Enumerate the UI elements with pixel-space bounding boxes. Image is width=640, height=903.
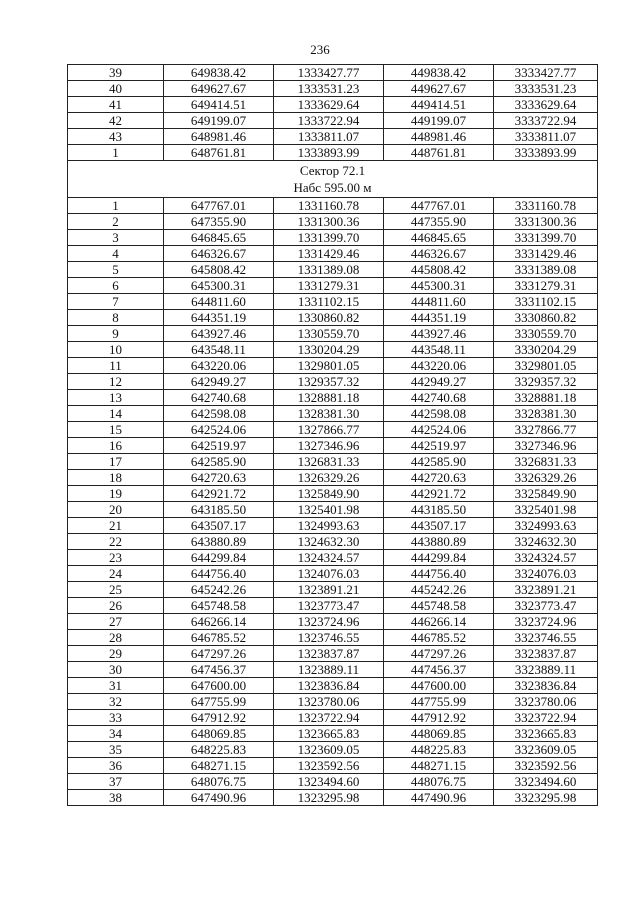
table-row	[68, 406, 598, 422]
x-local-cell: 445242.26	[384, 582, 494, 598]
y-coordinate-cell: 1329801.05	[274, 358, 384, 374]
table-row	[68, 550, 598, 566]
x-local-cell: 443548.11	[384, 342, 494, 358]
x-local-cell: 444351.19	[384, 310, 494, 326]
point-number-cell: 8	[68, 310, 164, 326]
x-local-cell: 448271.15	[384, 758, 494, 774]
y-coordinate-cell: 1324993.63	[274, 518, 384, 534]
y-coordinate-cell: 1324632.30	[274, 534, 384, 550]
point-number-cell: 29	[68, 646, 164, 662]
point-number-cell: 37	[68, 774, 164, 790]
x-coordinate-cell: 647767.01	[164, 198, 274, 214]
table-row	[68, 758, 598, 774]
y-coordinate-cell: 1331160.78	[274, 198, 384, 214]
y-coordinate-cell: 1324324.57	[274, 550, 384, 566]
table-top-section	[68, 65, 598, 161]
sector-header-row	[68, 161, 598, 198]
y-local-cell: 3328381.30	[494, 406, 598, 422]
x-local-cell: 445300.31	[384, 278, 494, 294]
y-local-cell: 3333893.99	[494, 145, 598, 161]
table-row	[68, 790, 598, 806]
x-local-cell: 446785.52	[384, 630, 494, 646]
y-local-cell: 3330204.29	[494, 342, 598, 358]
y-local-cell: 3323889.11	[494, 662, 598, 678]
y-coordinate-cell: 1326831.33	[274, 454, 384, 470]
point-number-cell: 19	[68, 486, 164, 502]
x-coordinate-cell: 644811.60	[164, 294, 274, 310]
table-row	[68, 81, 598, 97]
x-coordinate-cell: 648076.75	[164, 774, 274, 790]
x-coordinate-cell: 646266.14	[164, 614, 274, 630]
y-local-cell: 3324993.63	[494, 518, 598, 534]
y-coordinate-cell: 1333722.94	[274, 113, 384, 129]
point-number-cell: 42	[68, 113, 164, 129]
y-local-cell: 3333629.64	[494, 97, 598, 113]
y-local-cell: 3325401.98	[494, 502, 598, 518]
table-row	[68, 598, 598, 614]
x-coordinate-cell: 647755.99	[164, 694, 274, 710]
y-coordinate-cell: 1330860.82	[274, 310, 384, 326]
y-coordinate-cell: 1328381.30	[274, 406, 384, 422]
point-number-cell: 22	[68, 534, 164, 550]
y-coordinate-cell: 1325849.90	[274, 486, 384, 502]
table-row	[68, 726, 598, 742]
point-number-cell: 21	[68, 518, 164, 534]
y-coordinate-cell: 1331279.31	[274, 278, 384, 294]
y-coordinate-cell: 1327866.77	[274, 422, 384, 438]
point-number-cell: 41	[68, 97, 164, 113]
y-coordinate-cell: 1323889.11	[274, 662, 384, 678]
y-coordinate-cell: 1323609.05	[274, 742, 384, 758]
y-local-cell: 3330860.82	[494, 310, 598, 326]
x-coordinate-cell: 642519.97	[164, 438, 274, 454]
table-row	[68, 129, 598, 145]
y-local-cell: 3323836.84	[494, 678, 598, 694]
x-local-cell: 448225.83	[384, 742, 494, 758]
x-coordinate-cell: 642720.63	[164, 470, 274, 486]
x-coordinate-cell: 644351.19	[164, 310, 274, 326]
x-coordinate-cell: 648761.81	[164, 145, 274, 161]
y-local-cell: 3328881.18	[494, 390, 598, 406]
y-local-cell: 3323837.87	[494, 646, 598, 662]
y-local-cell: 3327866.77	[494, 422, 598, 438]
y-local-cell: 3326329.26	[494, 470, 598, 486]
y-coordinate-cell: 1323780.06	[274, 694, 384, 710]
y-coordinate-cell: 1333893.99	[274, 145, 384, 161]
y-local-cell: 3324324.57	[494, 550, 598, 566]
point-number-cell: 24	[68, 566, 164, 582]
table-row	[68, 113, 598, 129]
point-number-cell: 27	[68, 614, 164, 630]
y-coordinate-cell: 1323773.47	[274, 598, 384, 614]
point-number-cell: 43	[68, 129, 164, 145]
table-row	[68, 422, 598, 438]
y-local-cell: 3325849.90	[494, 486, 598, 502]
point-number-cell: 20	[68, 502, 164, 518]
x-local-cell: 447600.00	[384, 678, 494, 694]
x-coordinate-cell: 645748.58	[164, 598, 274, 614]
point-number-cell: 28	[68, 630, 164, 646]
x-coordinate-cell: 646845.65	[164, 230, 274, 246]
table-row	[68, 630, 598, 646]
table-row	[68, 566, 598, 582]
y-local-cell: 3331429.46	[494, 246, 598, 262]
y-local-cell: 3331102.15	[494, 294, 598, 310]
x-local-cell: 442598.08	[384, 406, 494, 422]
x-coordinate-cell: 642921.72	[164, 486, 274, 502]
y-coordinate-cell: 1327346.96	[274, 438, 384, 454]
y-local-cell: 3329801.05	[494, 358, 598, 374]
point-number-cell: 6	[68, 278, 164, 294]
point-number-cell: 16	[68, 438, 164, 454]
table-row	[68, 486, 598, 502]
x-local-cell: 448761.81	[384, 145, 494, 161]
y-local-cell: 3324076.03	[494, 566, 598, 582]
y-coordinate-cell: 1323746.55	[274, 630, 384, 646]
table-row	[68, 502, 598, 518]
y-local-cell: 3323724.96	[494, 614, 598, 630]
sector-header-cell	[68, 161, 598, 198]
x-coordinate-cell: 646326.67	[164, 246, 274, 262]
y-coordinate-cell: 1328881.18	[274, 390, 384, 406]
table-row	[68, 262, 598, 278]
y-local-cell: 3326831.33	[494, 454, 598, 470]
y-coordinate-cell: 1331399.70	[274, 230, 384, 246]
point-number-cell: 33	[68, 710, 164, 726]
x-coordinate-cell: 645808.42	[164, 262, 274, 278]
x-local-cell: 442949.27	[384, 374, 494, 390]
x-coordinate-cell: 643185.50	[164, 502, 274, 518]
x-local-cell: 446326.67	[384, 246, 494, 262]
table-row	[68, 97, 598, 113]
y-coordinate-cell: 1331389.08	[274, 262, 384, 278]
x-coordinate-cell: 643220.06	[164, 358, 274, 374]
x-coordinate-cell: 649838.42	[164, 65, 274, 81]
y-coordinate-cell: 1323836.84	[274, 678, 384, 694]
x-local-cell: 442519.97	[384, 438, 494, 454]
x-coordinate-cell: 642598.08	[164, 406, 274, 422]
table-row	[68, 710, 598, 726]
x-coordinate-cell: 644299.84	[164, 550, 274, 566]
y-local-cell: 3323746.55	[494, 630, 598, 646]
point-number-cell: 38	[68, 790, 164, 806]
point-number-cell: 11	[68, 358, 164, 374]
table-row	[68, 246, 598, 262]
x-local-cell: 442921.72	[384, 486, 494, 502]
y-local-cell: 3333722.94	[494, 113, 598, 129]
x-coordinate-cell: 647355.90	[164, 214, 274, 230]
table-row	[68, 662, 598, 678]
table-row	[68, 278, 598, 294]
point-number-cell: 2	[68, 214, 164, 230]
x-local-cell: 448076.75	[384, 774, 494, 790]
table-row	[68, 534, 598, 550]
x-coordinate-cell: 642585.90	[164, 454, 274, 470]
x-coordinate-cell: 649199.07	[164, 113, 274, 129]
table-row	[68, 774, 598, 790]
x-local-cell: 443880.89	[384, 534, 494, 550]
y-local-cell: 3323592.56	[494, 758, 598, 774]
x-local-cell: 447755.99	[384, 694, 494, 710]
point-number-cell: 35	[68, 742, 164, 758]
x-local-cell: 444299.84	[384, 550, 494, 566]
y-coordinate-cell: 1323722.94	[274, 710, 384, 726]
y-coordinate-cell: 1333629.64	[274, 97, 384, 113]
y-coordinate-cell: 1333531.23	[274, 81, 384, 97]
y-local-cell: 3333427.77	[494, 65, 598, 81]
x-coordinate-cell: 643507.17	[164, 518, 274, 534]
x-local-cell: 444756.40	[384, 566, 494, 582]
y-local-cell: 3333531.23	[494, 81, 598, 97]
y-local-cell: 3323722.94	[494, 710, 598, 726]
table-row	[68, 198, 598, 214]
point-number-cell: 25	[68, 582, 164, 598]
y-local-cell: 3323665.83	[494, 726, 598, 742]
point-number-cell: 30	[68, 662, 164, 678]
sector-header-section	[68, 161, 598, 198]
point-number-cell: 4	[68, 246, 164, 262]
y-local-cell: 3323494.60	[494, 774, 598, 790]
point-number-cell: 31	[68, 678, 164, 694]
point-number-cell: 1	[68, 198, 164, 214]
table-row	[68, 390, 598, 406]
point-number-cell: 5	[68, 262, 164, 278]
x-coordinate-cell: 642949.27	[164, 374, 274, 390]
table-bottom-section	[68, 198, 598, 806]
x-local-cell: 447297.26	[384, 646, 494, 662]
point-number-cell: 18	[68, 470, 164, 486]
x-local-cell: 442585.90	[384, 454, 494, 470]
table-row	[68, 310, 598, 326]
point-number-cell: 32	[68, 694, 164, 710]
y-local-cell: 3327346.96	[494, 438, 598, 454]
x-local-cell: 446266.14	[384, 614, 494, 630]
table-row	[68, 694, 598, 710]
table-row	[68, 326, 598, 342]
table-row	[68, 614, 598, 630]
x-local-cell: 445748.58	[384, 598, 494, 614]
y-local-cell: 3331300.36	[494, 214, 598, 230]
table-row	[68, 582, 598, 598]
x-coordinate-cell: 648225.83	[164, 742, 274, 758]
point-number-cell: 34	[68, 726, 164, 742]
x-local-cell: 448069.85	[384, 726, 494, 742]
y-coordinate-cell: 1323891.21	[274, 582, 384, 598]
y-coordinate-cell: 1323837.87	[274, 646, 384, 662]
point-number-cell: 13	[68, 390, 164, 406]
x-coordinate-cell: 645300.31	[164, 278, 274, 294]
x-coordinate-cell: 646785.52	[164, 630, 274, 646]
x-local-cell: 447912.92	[384, 710, 494, 726]
x-local-cell: 449414.51	[384, 97, 494, 113]
table-row	[68, 65, 598, 81]
x-coordinate-cell: 642524.06	[164, 422, 274, 438]
y-local-cell: 3331399.70	[494, 230, 598, 246]
y-local-cell: 3333811.07	[494, 129, 598, 145]
x-coordinate-cell: 649627.67	[164, 81, 274, 97]
y-local-cell: 3331279.31	[494, 278, 598, 294]
y-local-cell: 3331160.78	[494, 198, 598, 214]
x-coordinate-cell: 643927.46	[164, 326, 274, 342]
x-local-cell: 446845.65	[384, 230, 494, 246]
x-coordinate-cell: 643548.11	[164, 342, 274, 358]
y-coordinate-cell: 1329357.32	[274, 374, 384, 390]
x-coordinate-cell: 648069.85	[164, 726, 274, 742]
y-local-cell: 3330559.70	[494, 326, 598, 342]
x-coordinate-cell: 642740.68	[164, 390, 274, 406]
table-row	[68, 470, 598, 486]
point-number-cell: 39	[68, 65, 164, 81]
x-coordinate-cell: 648271.15	[164, 758, 274, 774]
y-coordinate-cell: 1330204.29	[274, 342, 384, 358]
y-coordinate-cell: 1323295.98	[274, 790, 384, 806]
point-number-cell: 3	[68, 230, 164, 246]
x-local-cell: 449199.07	[384, 113, 494, 129]
y-coordinate-cell: 1323665.83	[274, 726, 384, 742]
x-coordinate-cell: 644756.40	[164, 566, 274, 582]
y-coordinate-cell: 1325401.98	[274, 502, 384, 518]
y-coordinate-cell: 1331300.36	[274, 214, 384, 230]
x-local-cell: 447456.37	[384, 662, 494, 678]
x-local-cell: 445808.42	[384, 262, 494, 278]
x-local-cell: 443185.50	[384, 502, 494, 518]
y-coordinate-cell: 1326329.26	[274, 470, 384, 486]
x-coordinate-cell: 647456.37	[164, 662, 274, 678]
y-local-cell: 3323609.05	[494, 742, 598, 758]
point-number-cell: 7	[68, 294, 164, 310]
y-local-cell: 3329357.32	[494, 374, 598, 390]
point-number-cell: 9	[68, 326, 164, 342]
point-number-cell: 12	[68, 374, 164, 390]
y-coordinate-cell: 1323592.56	[274, 758, 384, 774]
table-row	[68, 646, 598, 662]
y-local-cell: 3331389.08	[494, 262, 598, 278]
x-local-cell: 449838.42	[384, 65, 494, 81]
point-number-cell: 36	[68, 758, 164, 774]
y-local-cell: 3323891.21	[494, 582, 598, 598]
y-coordinate-cell: 1333427.77	[274, 65, 384, 81]
x-coordinate-cell: 647912.92	[164, 710, 274, 726]
table-row	[68, 145, 598, 161]
y-coordinate-cell: 1331429.46	[274, 246, 384, 262]
x-local-cell: 442720.63	[384, 470, 494, 486]
table-row	[68, 678, 598, 694]
x-coordinate-cell: 645242.26	[164, 582, 274, 598]
sector-height-label: Набс 595.00 м	[293, 180, 372, 195]
point-number-cell: 40	[68, 81, 164, 97]
point-number-cell: 14	[68, 406, 164, 422]
x-coordinate-cell: 647490.96	[164, 790, 274, 806]
y-coordinate-cell: 1323724.96	[274, 614, 384, 630]
point-number-cell: 15	[68, 422, 164, 438]
y-local-cell: 3323773.47	[494, 598, 598, 614]
y-coordinate-cell: 1324076.03	[274, 566, 384, 582]
table-row	[68, 742, 598, 758]
x-local-cell: 447767.01	[384, 198, 494, 214]
x-coordinate-cell: 649414.51	[164, 97, 274, 113]
page-number: 236	[310, 42, 330, 57]
x-local-cell: 442740.68	[384, 390, 494, 406]
table-row	[68, 454, 598, 470]
x-coordinate-cell: 647297.26	[164, 646, 274, 662]
x-local-cell: 448981.46	[384, 129, 494, 145]
x-local-cell: 444811.60	[384, 294, 494, 310]
table-row	[68, 438, 598, 454]
point-number-cell: 10	[68, 342, 164, 358]
y-local-cell: 3324632.30	[494, 534, 598, 550]
y-coordinate-cell: 1331102.15	[274, 294, 384, 310]
point-number-cell: 17	[68, 454, 164, 470]
x-local-cell: 443220.06	[384, 358, 494, 374]
x-local-cell: 447490.96	[384, 790, 494, 806]
point-number-cell: 23	[68, 550, 164, 566]
y-coordinate-cell: 1323494.60	[274, 774, 384, 790]
x-coordinate-cell: 647600.00	[164, 678, 274, 694]
table-row	[68, 294, 598, 310]
table-row	[68, 342, 598, 358]
table-row	[68, 230, 598, 246]
coordinates-table	[67, 64, 598, 806]
table-row	[68, 518, 598, 534]
y-local-cell: 3323295.98	[494, 790, 598, 806]
point-number-cell: 1	[68, 145, 164, 161]
sector-title: Сектор 72.1	[299, 163, 366, 178]
table-row	[68, 214, 598, 230]
table-row	[68, 374, 598, 390]
y-coordinate-cell: 1333811.07	[274, 129, 384, 145]
x-local-cell: 443927.46	[384, 326, 494, 342]
x-coordinate-cell: 648981.46	[164, 129, 274, 145]
y-local-cell: 3323780.06	[494, 694, 598, 710]
x-local-cell: 443507.17	[384, 518, 494, 534]
x-local-cell: 442524.06	[384, 422, 494, 438]
point-number-cell: 26	[68, 598, 164, 614]
table-row	[68, 358, 598, 374]
x-coordinate-cell: 643880.89	[164, 534, 274, 550]
x-local-cell: 449627.67	[384, 81, 494, 97]
x-local-cell: 447355.90	[384, 214, 494, 230]
y-coordinate-cell: 1330559.70	[274, 326, 384, 342]
